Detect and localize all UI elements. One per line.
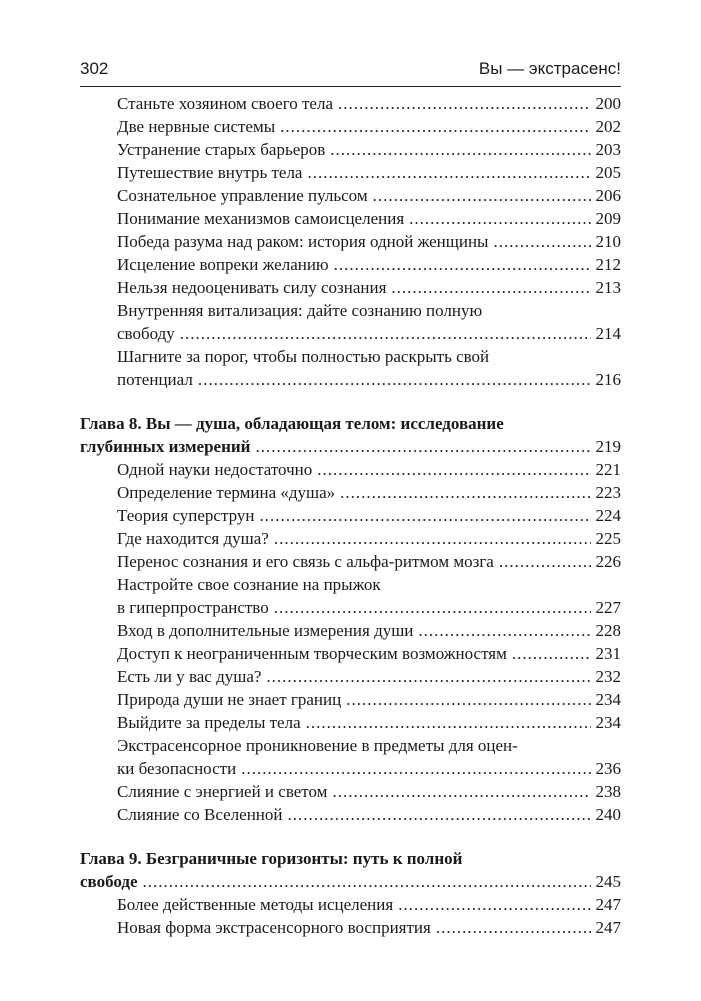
toc-page-number: 228 xyxy=(595,621,621,640)
toc-entry-title-line: Экстрасенсорное проникновение в предметы для оцен- xyxy=(117,736,518,755)
table-of-contents xyxy=(80,92,621,939)
dot-leader xyxy=(198,368,591,391)
toc-page-number: 226 xyxy=(595,552,621,571)
toc-page-number: 234 xyxy=(595,713,621,732)
toc-entry-title: Путешествие внутрь тела xyxy=(117,163,303,182)
toc-entry xyxy=(80,527,621,550)
dot-leader xyxy=(391,276,590,299)
toc-entry xyxy=(80,184,621,207)
dot-leader xyxy=(280,115,590,138)
toc-entry-title: Вход в дополнительные измерения души xyxy=(117,621,414,640)
toc-entry-title: Слияние с энергией и светом xyxy=(117,782,328,801)
dot-leader xyxy=(317,458,590,481)
toc-page-number: 200 xyxy=(595,94,621,113)
toc-entry-title-line: Глава 9. Безграничные горизонты: путь к полной xyxy=(80,849,463,868)
dot-leader xyxy=(398,893,590,916)
toc-entry xyxy=(80,688,621,711)
toc-entry-title: Устранение старых барьеров xyxy=(117,140,326,159)
dot-leader xyxy=(255,435,590,458)
toc-page-number: 232 xyxy=(595,667,621,686)
toc-page-number: 214 xyxy=(595,324,621,343)
dot-leader xyxy=(493,230,590,253)
toc-entry xyxy=(80,619,621,642)
toc-page-number: 238 xyxy=(595,782,621,801)
toc-entry-title: Станьте хозяином своего тела xyxy=(117,94,334,113)
dot-leader xyxy=(332,780,590,803)
dot-leader xyxy=(274,527,591,550)
toc-page-number: 224 xyxy=(595,506,621,525)
dot-leader xyxy=(346,688,590,711)
toc-entry xyxy=(80,481,621,504)
toc-entry-title: свободу xyxy=(117,324,175,343)
dot-leader xyxy=(330,138,590,161)
dot-leader xyxy=(418,619,590,642)
running-header xyxy=(80,56,621,87)
toc-page-number: 231 xyxy=(595,644,621,663)
toc-entry xyxy=(80,253,621,276)
toc-entry-title-line: Глава 8. Вы — душа, обладающая телом: исследование xyxy=(80,414,504,433)
toc-entry xyxy=(80,780,621,803)
toc-entry xyxy=(80,711,621,734)
toc-entry-title-line: Шагните за порог, чтобы полностью раскрыть свой xyxy=(117,347,490,366)
toc-entry xyxy=(80,550,621,573)
toc-entry xyxy=(80,458,621,481)
toc-entry xyxy=(80,642,621,665)
toc-page-number: 221 xyxy=(595,460,621,479)
toc-page-number: 206 xyxy=(595,186,621,205)
toc-page-number: 234 xyxy=(595,690,621,709)
toc-page-number: 240 xyxy=(595,805,621,824)
toc-entry-title: Нельзя недооценивать силу сознания xyxy=(117,278,387,297)
toc-page-number: 209 xyxy=(595,209,621,228)
dot-leader xyxy=(499,550,591,573)
dot-leader xyxy=(436,916,591,939)
toc-entry xyxy=(80,803,621,826)
toc-page-number: 202 xyxy=(595,117,621,136)
dot-leader xyxy=(306,711,591,734)
page-number: 302 xyxy=(80,59,109,78)
toc-entry-title: Доступ к неограниченным творческим возможностям xyxy=(117,644,507,663)
toc-entry-title: Где находится душа? xyxy=(117,529,269,548)
toc-entry xyxy=(80,893,621,916)
toc-entry-title: свободе xyxy=(80,872,138,891)
toc-entry-title: Исцеление вопреки желанию xyxy=(117,255,329,274)
toc-entry-title: ки безопасности xyxy=(117,759,237,778)
toc-page-number: 245 xyxy=(595,872,621,891)
running-title: Вы — экстрасенс! xyxy=(478,59,621,78)
dot-leader xyxy=(373,184,591,207)
toc-page-number: 225 xyxy=(595,529,621,548)
toc-entry-title: Победа разума над раком: история одной женщины xyxy=(117,232,489,251)
toc-page-number: 212 xyxy=(595,255,621,274)
toc-page-number: 227 xyxy=(595,598,621,617)
toc-chapter-entry xyxy=(80,847,621,893)
toc-entry-title: в гиперпространство xyxy=(117,598,269,617)
toc-page-number: 210 xyxy=(595,232,621,251)
toc-entry-title: Слияние со Вселенной xyxy=(117,805,283,824)
toc-page-number: 213 xyxy=(595,278,621,297)
dot-leader xyxy=(266,665,590,688)
toc-entry-title: Понимание механизмов самоисцеления xyxy=(117,209,405,228)
toc-page-number: 247 xyxy=(595,918,621,937)
toc-entry-title: потенциал xyxy=(117,370,193,389)
toc-entry-title: Есть ли у вас душа? xyxy=(117,667,262,686)
toc-entry-title: глубинных измерений xyxy=(80,437,251,456)
toc-entry xyxy=(80,504,621,527)
toc-entry xyxy=(80,115,621,138)
toc-entry-title: Новая форма экстрасенсорного восприятия xyxy=(117,918,431,937)
toc-page-number: 223 xyxy=(595,483,621,502)
dot-leader xyxy=(340,481,590,504)
toc-page-number: 203 xyxy=(595,140,621,159)
dot-leader xyxy=(180,322,591,345)
toc-entry-title-line: Внутренняя витализация: дайте сознанию полную xyxy=(117,301,483,320)
dot-leader xyxy=(338,92,590,115)
toc-entry-title: Сознательное управление пульсом xyxy=(117,186,368,205)
toc-entry xyxy=(80,230,621,253)
dot-leader xyxy=(259,504,590,527)
toc-entry xyxy=(80,734,621,780)
dot-leader xyxy=(307,161,590,184)
toc-entry-title: Две нервные системы xyxy=(117,117,276,136)
toc-page-number: 205 xyxy=(595,163,621,182)
toc-entry-title: Природа души не знает границ xyxy=(117,690,342,709)
toc-entry xyxy=(80,92,621,115)
dot-leader xyxy=(241,757,590,780)
toc-entry xyxy=(80,138,621,161)
toc-entry-title: Выйдите за пределы тела xyxy=(117,713,301,732)
dot-leader xyxy=(512,642,591,665)
toc-page-number: 216 xyxy=(595,370,621,389)
toc-entry-title: Более действенные методы исцеления xyxy=(117,895,394,914)
toc-page-number: 219 xyxy=(595,437,621,456)
toc-entry xyxy=(80,345,621,391)
dot-leader xyxy=(287,803,590,826)
dot-leader xyxy=(143,870,591,893)
toc-entry xyxy=(80,573,621,619)
toc-entry xyxy=(80,207,621,230)
toc-entry xyxy=(80,299,621,345)
dot-leader xyxy=(334,253,591,276)
toc-chapter-entry xyxy=(80,412,621,458)
toc-entry-title: Перенос сознания и его связь с альфа-ритмом мозга xyxy=(117,552,494,571)
toc-entry-title: Одной науки недостаточно xyxy=(117,460,313,479)
toc-entry xyxy=(80,665,621,688)
toc-entry xyxy=(80,161,621,184)
toc-entry xyxy=(80,916,621,939)
toc-entry-title: Теория суперструн xyxy=(117,506,255,525)
toc-page-number: 236 xyxy=(595,759,621,778)
toc-entry xyxy=(80,276,621,299)
dot-leader xyxy=(409,207,590,230)
toc-entry-title: Определение термина «душа» xyxy=(117,483,336,502)
dot-leader xyxy=(274,596,591,619)
toc-entry-title-line: Настройте свое сознание на прыжок xyxy=(117,575,381,594)
toc-page-number: 247 xyxy=(595,895,621,914)
